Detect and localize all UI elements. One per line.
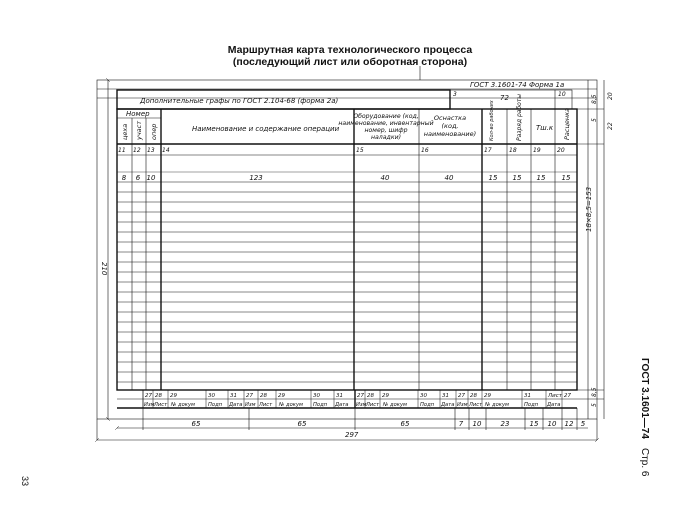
bottom-dimension: 12 [564, 420, 574, 428]
dim-210: 210 [100, 262, 108, 276]
footer-label: Лист [469, 402, 483, 408]
bottom-dimension: 10 [547, 420, 557, 428]
dim-22-top: 22 [607, 122, 614, 130]
column-shop-header: цеха [121, 123, 129, 140]
bottom-dimension: 65 [297, 420, 307, 428]
footer-number: 30 [313, 393, 320, 399]
column-width-dim: 123 [249, 174, 263, 182]
dim-3: 3 [453, 91, 457, 98]
footer-label: Лист [259, 402, 273, 408]
column-number: 15 [356, 147, 364, 154]
footer-number: 31 [524, 393, 531, 399]
footer-label: № докум [279, 402, 303, 408]
dim-20-top: 20 [607, 92, 614, 100]
column-operation-header: опер [150, 123, 158, 140]
footer-number: 27 [458, 393, 465, 399]
column-number: 17 [484, 147, 492, 154]
footer-number: 27 [564, 393, 571, 399]
footer-label: Подп [420, 402, 435, 408]
number-group-label: Номер [126, 110, 150, 118]
additional-graphs-label: Дополнительные графы по ГОСТ 2.104-68 (форма 2а) [140, 97, 339, 105]
footer-label: Лист [154, 402, 168, 408]
dim-10: 10 [558, 91, 566, 98]
column-width-dim: 10 [146, 174, 156, 182]
footer-label: Подп [524, 402, 539, 408]
dim-8-5-bottom: 8,5 [591, 387, 598, 397]
dim-rows: 18×8,5=153 [585, 186, 593, 232]
page-title-line2: (последующий лист или оборотная сторона) [232, 56, 468, 68]
footer-number: 30 [420, 393, 427, 399]
bottom-dimension: 65 [400, 420, 410, 428]
page-title-line1: Маршрутная карта технологического процесса [227, 44, 473, 56]
column-number: 14 [162, 147, 170, 154]
footer-label: Дата [441, 402, 455, 408]
column-number: 18 [509, 147, 517, 154]
column-width-dim: 15 [488, 174, 498, 182]
side-standard-label: ГОСТ 3.1601—74 [639, 358, 650, 439]
footer-label: Изм [144, 402, 155, 408]
footer-number: 31 [230, 393, 237, 399]
bottom-dimension: 65 [191, 420, 201, 428]
bottom-dimension: 5 [580, 420, 586, 428]
numbered-block-box [450, 90, 572, 109]
column-width-dim: 15 [536, 174, 546, 182]
column-number: 16 [421, 147, 429, 154]
dim-5-bottom: 5 [591, 403, 598, 407]
column-width-dim: 40 [380, 174, 390, 182]
footer-label: Изм [245, 402, 256, 408]
operations-table [117, 109, 577, 390]
bottom-dimension: 10 [472, 420, 482, 428]
footer-number: 28 [470, 393, 477, 399]
footer-label: Лист [366, 402, 380, 408]
column-number: 13 [147, 147, 155, 154]
column-pricing-header: Расценка [563, 107, 571, 140]
column-number: 20 [557, 147, 565, 154]
dim-297: 297 [345, 431, 359, 439]
column-rank-header: Разряд работы [516, 93, 523, 141]
footer-label: Дата [229, 402, 243, 408]
column-width-dim: 15 [512, 174, 522, 182]
column-number: 11 [118, 147, 126, 154]
bottom-dimension: 15 [529, 420, 539, 428]
footer-label: № докум [383, 402, 407, 408]
footer-number: 29 [484, 393, 491, 399]
column-width-dim: 15 [561, 174, 571, 182]
column-number: 12 [133, 147, 141, 154]
column-time-header: Тш.к [536, 124, 554, 132]
column-equipment-header: Оборудование (код, наименование, инвентарный номер, шифр наладки) [338, 113, 434, 141]
column-number: 19 [533, 147, 541, 154]
footer-label: Дата [335, 402, 349, 408]
dim-72: 72 [500, 94, 509, 102]
footer-number: 27 [145, 393, 152, 399]
footer-number: 28 [155, 393, 162, 399]
footer-label: № докум [171, 402, 195, 408]
footer-label: Изм [356, 402, 367, 408]
column-width-dim: 40 [444, 174, 454, 182]
footer-label: Подп [313, 402, 328, 408]
footer-number: 31 [442, 393, 449, 399]
side-page-label: Стр. 6 [639, 448, 650, 477]
dim-8-5-top: 8,5 [591, 94, 598, 104]
dim-5-top: 5 [591, 118, 598, 122]
bottom-dimension: 23 [500, 420, 510, 428]
column-width-dim: 8 [121, 174, 127, 182]
column-name-header: Наименование и содержание операции [192, 125, 340, 133]
footer-number: 29 [170, 393, 177, 399]
column-width-dim: 6 [135, 174, 141, 182]
footer-number: 31 [336, 393, 343, 399]
page-number: 33 [20, 476, 30, 487]
footer-number: 27 [357, 393, 364, 399]
footer-label: № докум [485, 402, 509, 408]
footer-label: Дата [547, 402, 561, 408]
column-section-header: участ [135, 120, 143, 140]
footer-number: 30 [208, 393, 215, 399]
bottom-dimension: 7 [458, 420, 464, 428]
column-workers-header: Кол-во рабочих [489, 100, 495, 141]
footer-label: Изм [457, 402, 468, 408]
footer-number: 28 [260, 393, 267, 399]
footer-number: 29 [382, 393, 389, 399]
footer-number: 28 [367, 393, 374, 399]
footer-number: 29 [278, 393, 285, 399]
footer-number: Лист [548, 393, 562, 399]
footer-number: 27 [246, 393, 253, 399]
footer-label: Подп [208, 402, 223, 408]
column-tooling-header: Оснастка (код, наименование) [423, 114, 477, 138]
form-standard-label: ГОСТ 3.1601-74 Форма 1а [470, 81, 565, 89]
